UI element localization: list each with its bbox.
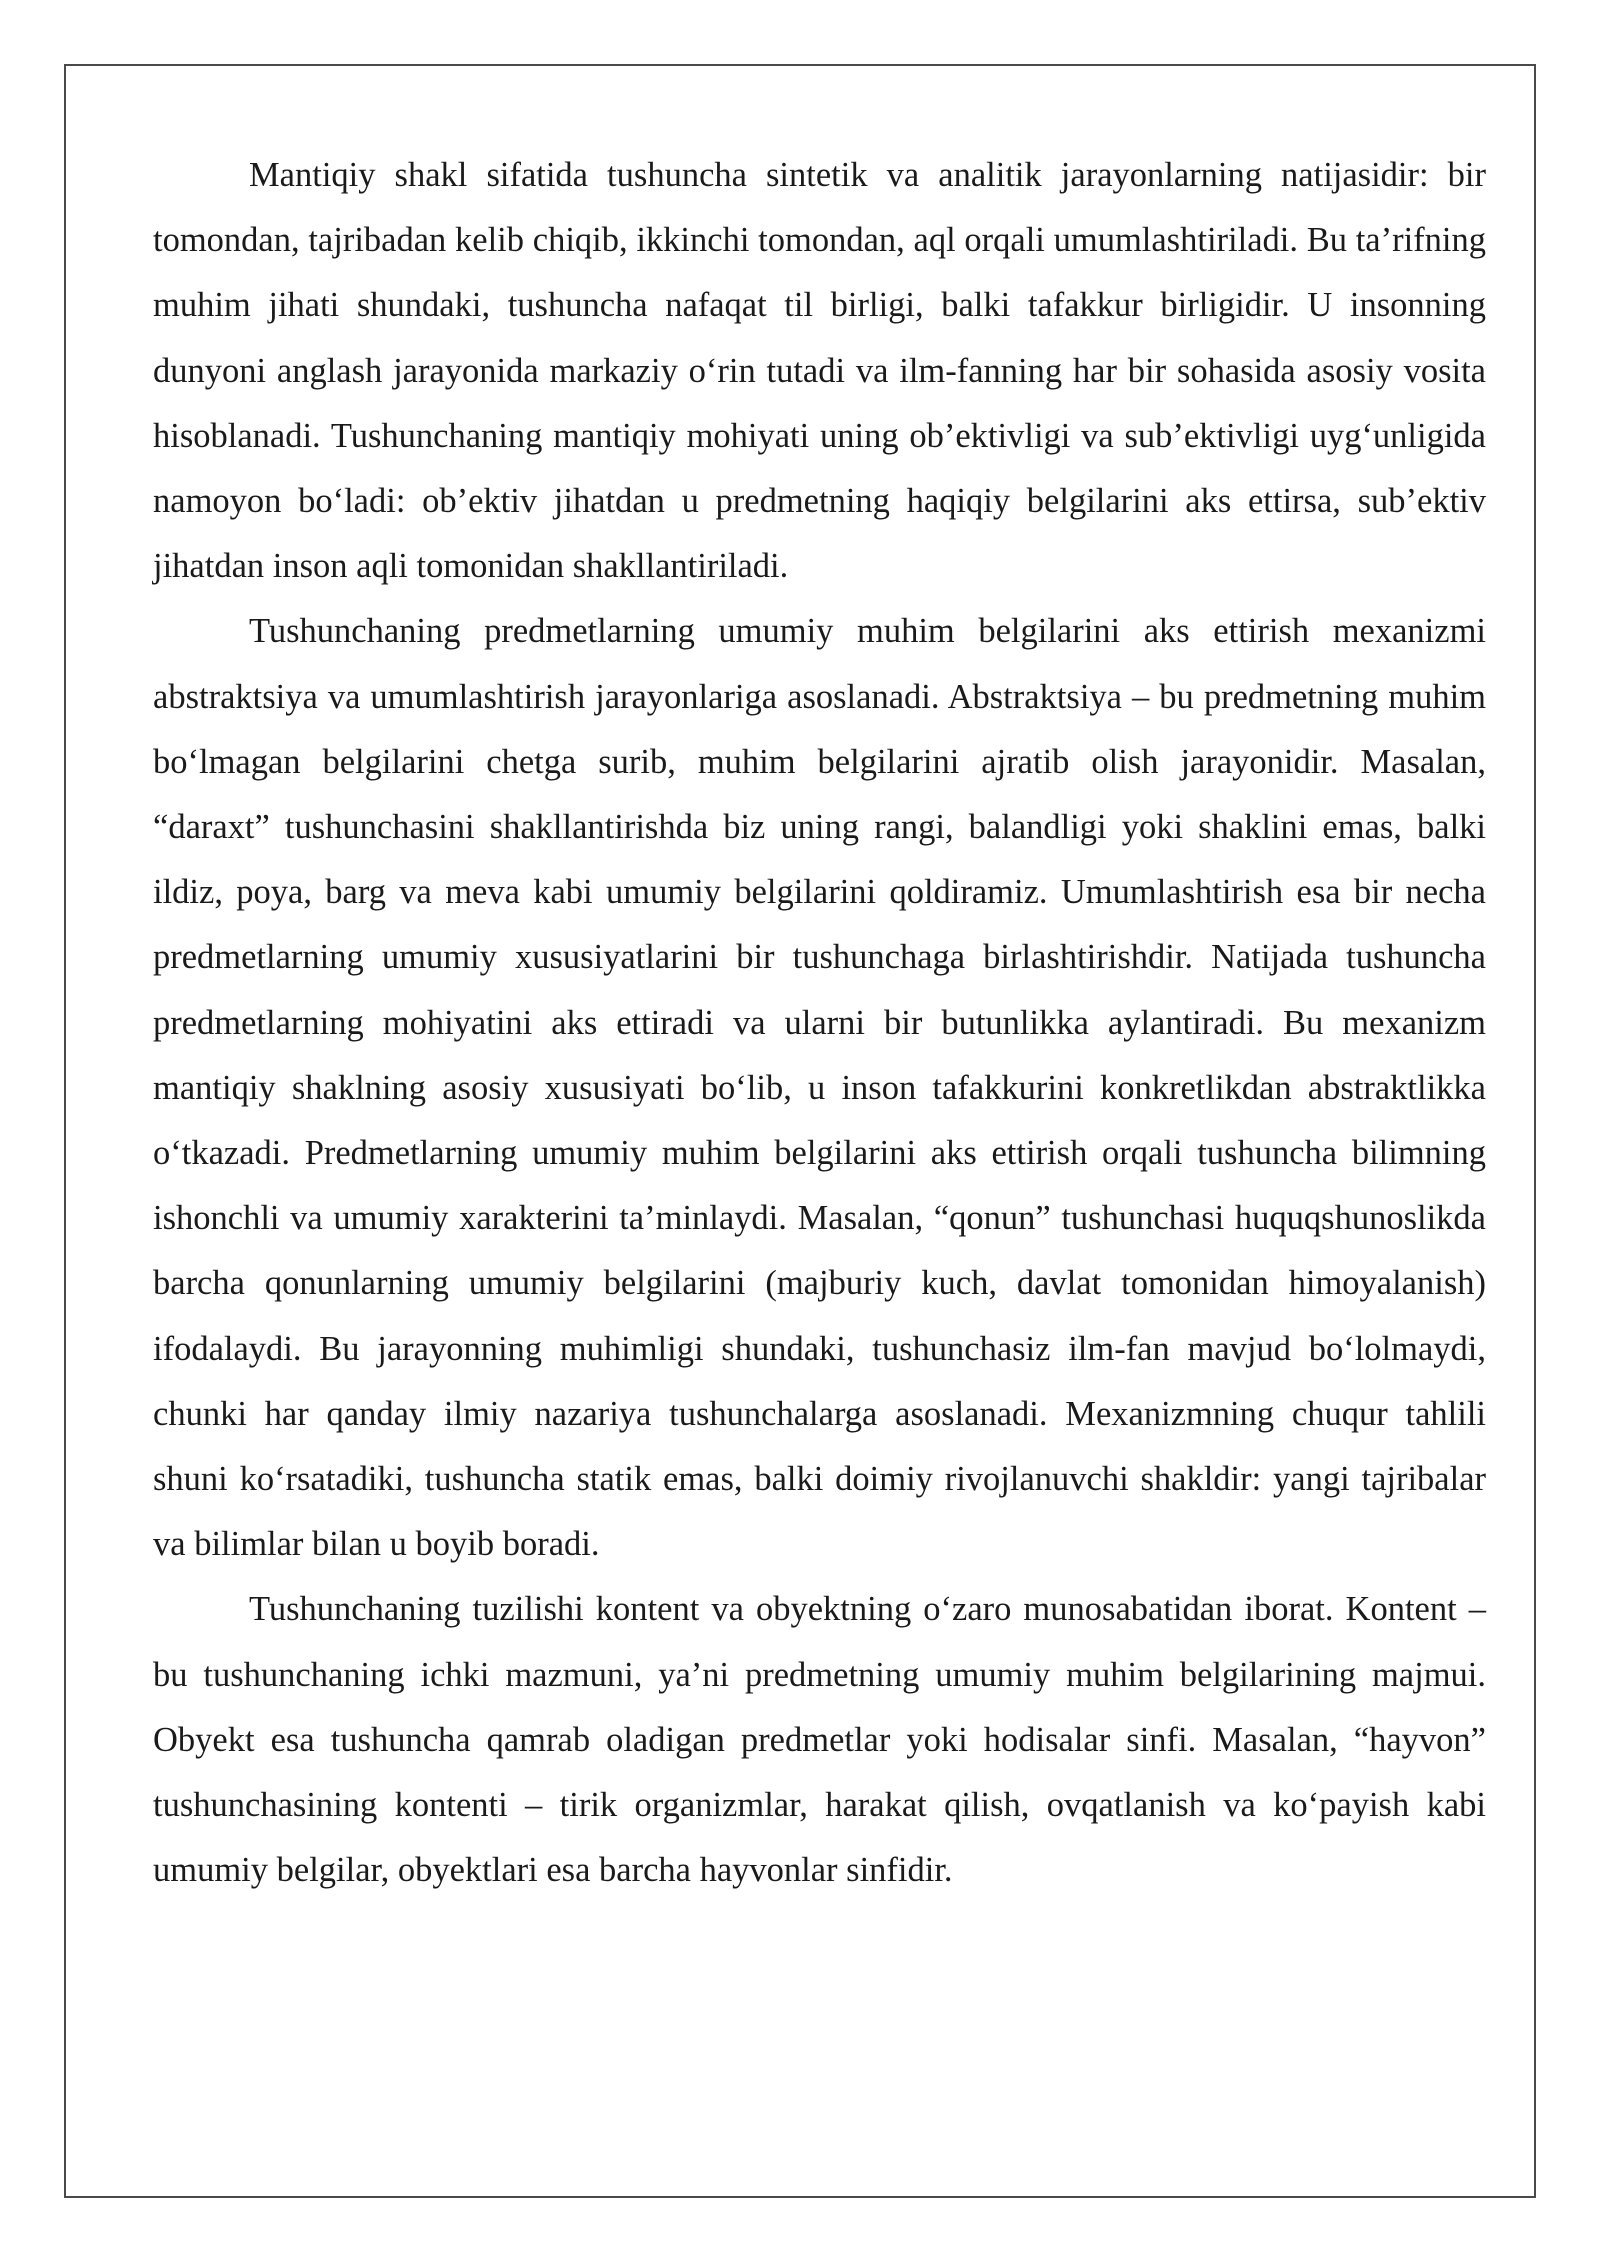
paragraph-2: Tushunchaning predmetlarning umumiy muhim belgilarini aks ettirish mexanizmi abstraktsiya va umumlashtirish jarayonlariga asoslanadi. Abstraktsiya – bu predmetning muhim bo‘lmagan belgilarini chetga surib, muhim belgilarini ajratib olish jarayonidir. Masalan, “daraxt” tushunchasini shakllantirishda biz uning rangi, balandligi yoki shaklini emas, balki ildiz, poya, barg va meva kabi umumiy belgilarini qoldiramiz. Umumlashtirish esa bir necha predmetlarning umumiy xususiyatlarini bir tushunchaga birlashtirishdir. Natijada tushuncha predmetlarning mohiyatini aks ettiradi va ularni bir butunlikka aylantiradi. Bu mexanizm mantiqiy shaklning asosiy xususiyati bo‘lib, u inson tafakkurini konkretlikdan abstraktlikka o‘tkazadi. Predmetlarning umumiy muhim belgilarini aks ettirish orqali tushuncha bilimning ishonchli va umumiy xarakterini ta’minlaydi. Masalan, “qonun” tushunchasi huquqshunoslikda barcha qonunlarning umumiy belgilarini (majburiy kuch, davlat tomonidan himoyalanish) ifodalaydi. Bu jarayonning muhimligi shundaki, tushunchasiz ilm-fan mavjud bo‘lolmaydi, chunki har qanday ilmiy nazariya tushunchalarga asoslanadi. Mexanizmning chuqur tahlili shuni ko‘rsatadiki, tushuncha statik emas, balki doimiy rivojlanuvchi shakldir: yangi tajribalar va bilimlar bilan u boyib boradi.	[153, 612, 1486, 1564]
paragraph-1: Mantiqiy shakl sifatida tushuncha sintetik va analitik jarayonlarning natijasidir: bir tomondan, tajribadan kelib chiqib, ikkinchi tomondan, aql orqali umumlashtiriladi. Bu ta’rifning muhim jihati shundaki, tushuncha nafaqat til birligi, balki tafakkur birligidir. U insonning dunyoni anglash jarayonida markaziy o‘rin tutadi va ilm-fanning har bir sohasida asosiy vosita hisoblanadi. Tushunchaning mantiqiy mohiyati uning ob’ektivligi va sub’ektivligi uyg‘unligida namoyon bo‘ladi: ob’ektiv jihatdan u predmetning haqiqiy belgilarini aks ettirsa, sub’ektiv jihatdan inson aqli tomonidan shakllantiriladi.	[153, 156, 1486, 586]
document-body	[153, 143, 1486, 1903]
paragraph-3: Tushunchaning tuzilishi kontent va obyektning o‘zaro munosabatidan iborat. Kontent – bu tushunchaning ichki mazmuni, ya’ni predmetning umumiy muhim belgilarining majmui. Obyekt esa tushuncha qamrab oladigan predmetlar yoki hodisalar sinfi. Masalan, “hayvon” tushunchasining kontenti – tirik organizmlar, harakat qilish, ovqatlanish va ko‘payish kabi umumiy belgilar, obyektlari esa barcha hayvonlar sinfidir.	[153, 1590, 1486, 1890]
